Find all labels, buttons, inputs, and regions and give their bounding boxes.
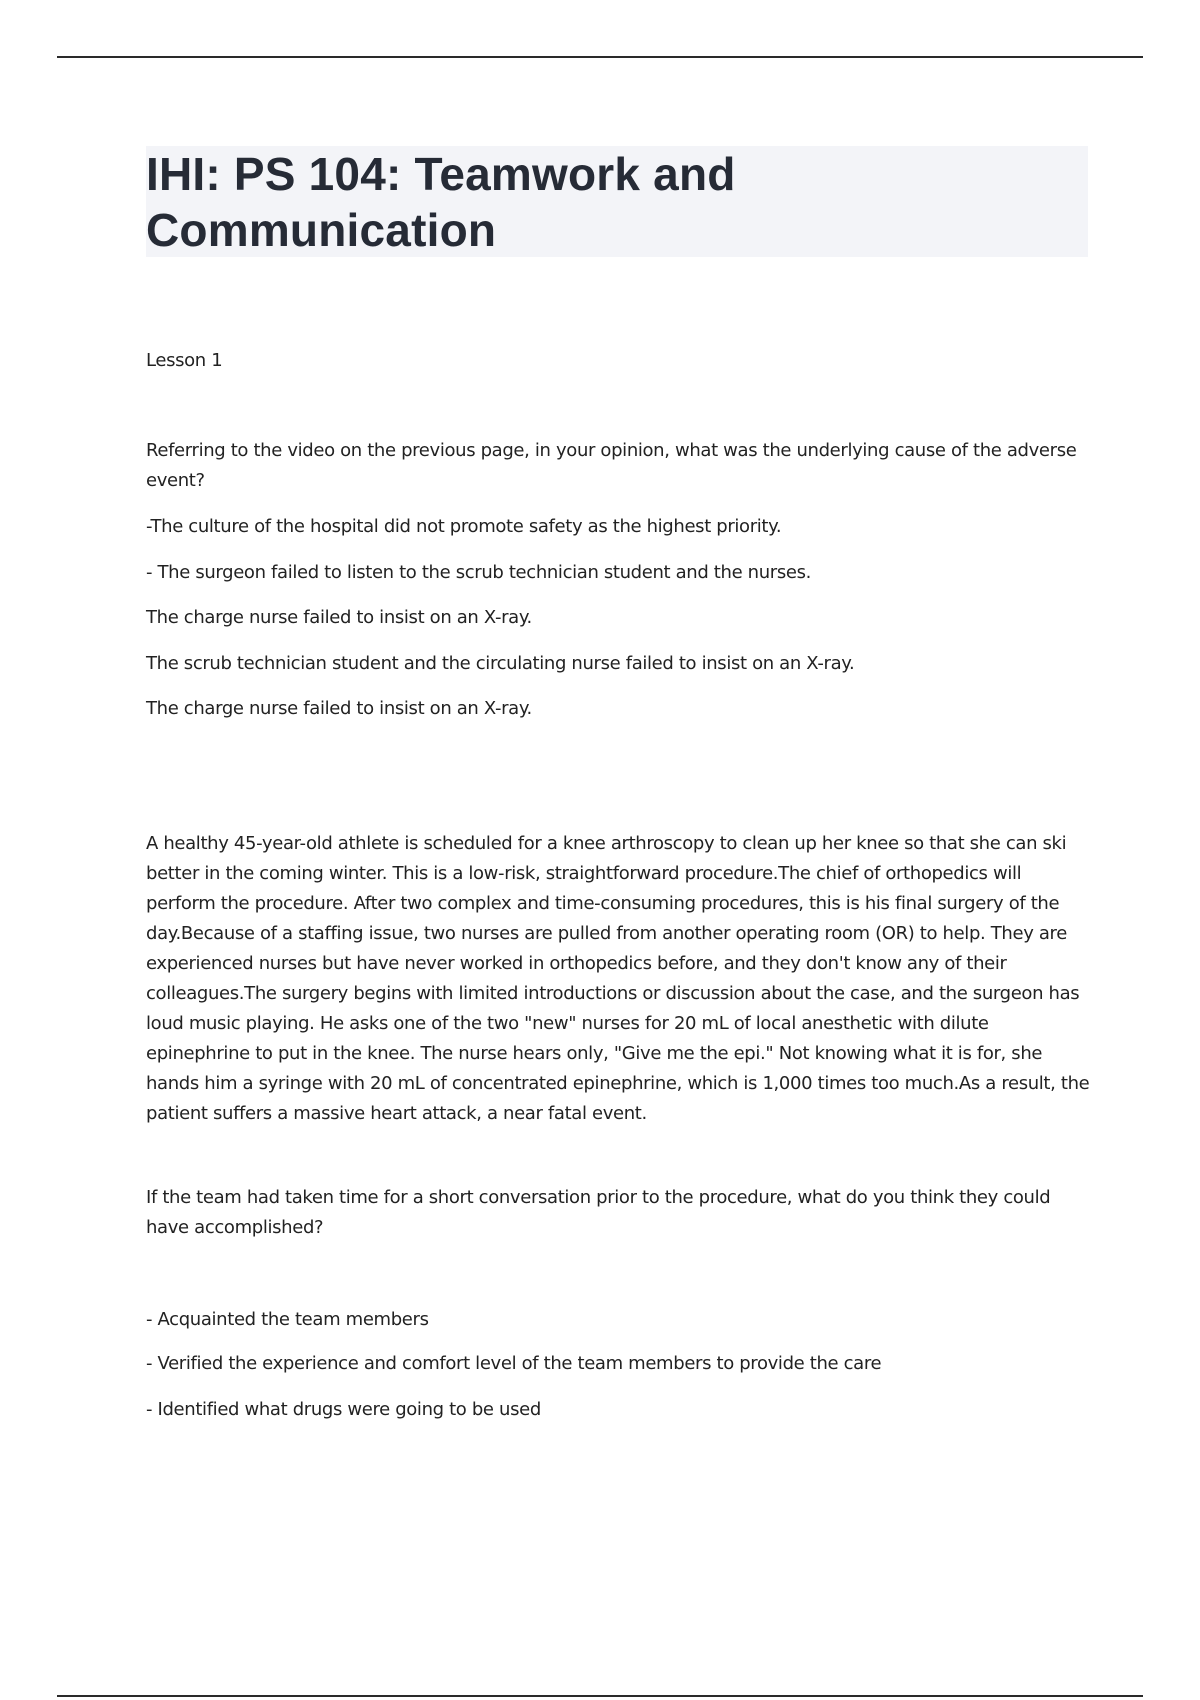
document-content — [146, 146, 1090, 1420]
question-2: If the team had taken time for a short conversation prior to the procedure, what do you think they could have accomplished? — [146, 1187, 1051, 1238]
top-rule — [57, 56, 1143, 58]
bottom-rule — [57, 1695, 1143, 1697]
answer-1-4: The scrub technician student and the circulating nurse failed to insist on an X-ray. — [146, 653, 855, 674]
answer-1-5: The charge nurse failed to insist on an X-ray. — [146, 698, 532, 719]
answer-1-1: -The culture of the hospital did not promote safety as the highest priority. — [146, 516, 782, 537]
answer-2-2: - Verified the experience and comfort level of the team members to provide the care — [146, 1353, 882, 1374]
document-title: IHI: PS 104: Teamwork and Communication — [146, 148, 736, 256]
question-1: Referring to the video on the previous page, in your opinion, what was the underlying cause of the adverse event? — [146, 440, 1077, 491]
case-scenario: A healthy 45-year-old athlete is scheduled for a knee arthroscopy to clean up her knee so that she can ski better in the coming winter. This is a low-risk, straightforward procedure.The chief of orthopedics will perform the procedure. After two complex and time-consuming procedures, this is his final surgery of the day.Because of a staffing issue, two nurses are pulled from another operating room (OR) to help. They are experienced nurses but have never worked in orthopedics before, and they don't know any of their colleagues.The surgery begins with limited introductions or discussion about the case, and the surgeon has loud music playing. He asks one of the two "new" nurses for 20 mL of local anesthetic with dilute epinephrine to put in the knee. The nurse hears only, "Give me the epi." Not knowing what it is for, she hands him a syringe with 20 mL of concentrated epinephrine, which is 1,000 times too much.As a result, the patient suffers a massive heart attack, a near fatal event. — [146, 833, 1090, 1124]
lesson-label: Lesson 1 — [146, 350, 223, 371]
title-block — [146, 146, 1088, 257]
answer-1-3: The charge nurse failed to insist on an X-ray. — [146, 607, 532, 628]
answer-1-2: - The surgeon failed to listen to the scrub technician student and the nurses. — [146, 562, 811, 583]
answer-2-1: - Acquainted the team members — [146, 1309, 429, 1330]
answer-2-3: - Identified what drugs were going to be used — [146, 1399, 541, 1420]
